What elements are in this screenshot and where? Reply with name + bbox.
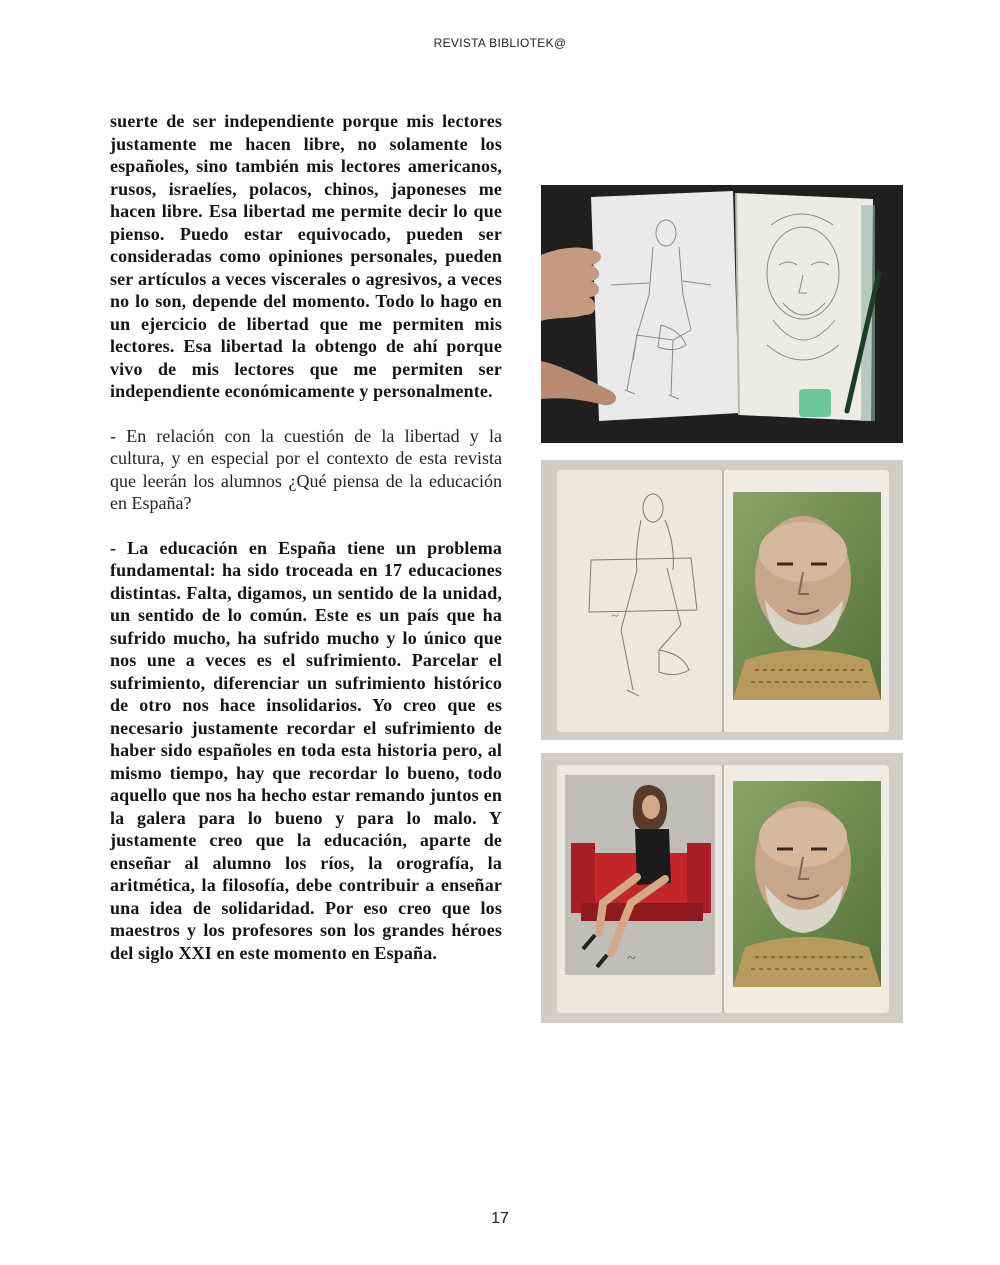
svg-text:~: ~ [627,950,636,967]
magazine-header: REVISTA BIBLIOTEK@ [433,36,567,50]
article-paragraph: suerte de ser independiente porque mis lectores justamente me hacen libre, no solamente los españoles, sino también mis lectores americanos, rusos, israelíes, polacos, chinos, japoneses me hacen libre. Esa libertad me permite decir lo que pienso. Puedo estar equivocado, pueden ser consideradas como opiniones personales, pueden ser artículos a veces viscerales o agresivos, a veces no lo son, depende del momento. Todo lo hago en un ejercicio de libertad que me permiten mis lectores. Esa libertad la obtengo de ahí porque vivo de mis lectores que me permiten ser independiente económicamente y personalmente. [110,111,502,401]
interview-answer: - La educación en España tiene un problema fundamental: ha sido troceada en 17 educaciones distintas. Falta, digamos, un sentido de la unidad, un sentido de lo común. Este es un país que ha sufrido mucho, ha sufrido mucho y lo único que nos une a veces es el sufrimiento. Parcelar el sufrimiento, diferenciar un sufrimiento histórico de otro nos hace insolidarios. Yo creo que es necesario justamente recordar el sufrimiento de haber sido españoles en toda esta historia pero, al mismo tiempo, hay que recordar lo bueno, todo aquello que nos ha hecho estar remando juntos en la galera para lo bueno y para lo malo. Y justamente creo que la educación, aparte de enseñar al alumno los ríos, la orografía, la aritmética, la filosofía, debe contribuir a enseñar una idea de solidaridad. Por eso creo que los maestros y los profesores son los grandes héroes del siglo XXI en este momento en España. [110,537,502,963]
interview-question: - En relación con la cuestión de la libertad y la cultura, y en especial por el contexto de esta revista que leerán los alumnos ¿Qué piensa de la educación en España? [110,425,502,513]
page-number: 17 [491,1210,509,1227]
sketchbook-watercolor-paintings-photo [541,753,903,1023]
article-text-column [110,110,502,964]
svg-text:~: ~ [611,609,619,624]
sketchbook-watercolor-portrait-photo [541,460,903,740]
sketchbook-pencil-drawing-photo [541,185,903,443]
